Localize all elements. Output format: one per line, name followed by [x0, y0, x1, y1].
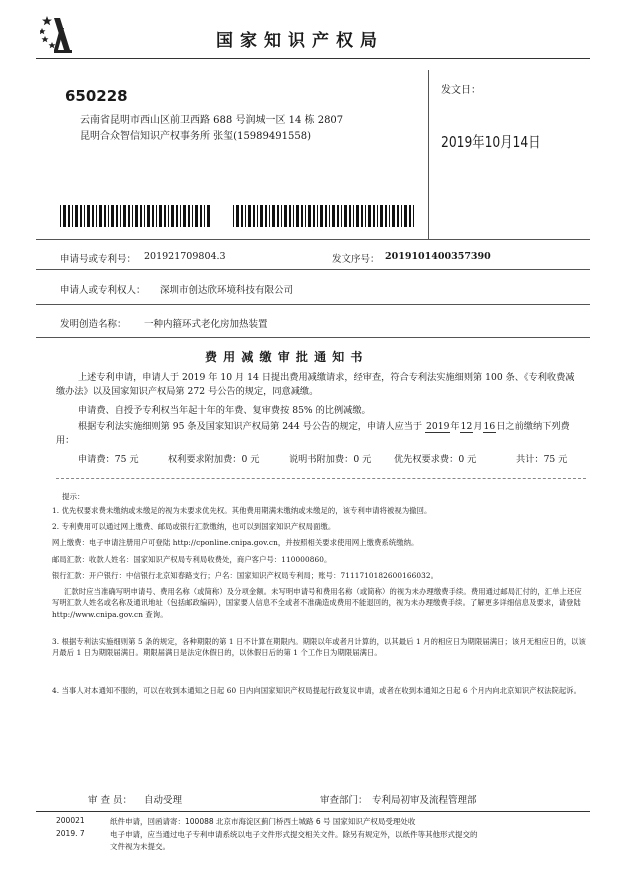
barcode-bar	[332, 205, 335, 227]
barcode-bar	[281, 205, 282, 227]
tip-item-6: 汇款时应当准确写明申请号、费用名称（或简称）及分项金额。未写明申请号和费用名称（或简称）的视为未办理缴费手续。费用通过邮局汇付的，汇单上还应写明汇款人姓名或名称及通讯地址（包括邮政编码），国家要人信息不全或者不准确造成费用不能退回的，视为未办理缴费手续。了解更多详细信息及要求，请登陆 http://www.cnipa.gov.cn 查询。	[52, 587, 582, 619]
fee-description	[289, 453, 371, 467]
barcode-bar	[156, 205, 157, 227]
barcode-bar	[269, 205, 270, 227]
footer-code-1: 200021	[56, 816, 85, 825]
barcode-bar	[392, 205, 395, 227]
barcode-bar	[132, 205, 133, 227]
barcode-bar	[397, 205, 399, 227]
footer-line-2a: 电子申请，应当通过电子专利申请系统以电子文件形式提交相关文件。除另有规定外，以纸件等其他形式提交的	[110, 830, 478, 839]
barcode-bar	[204, 205, 205, 227]
barcode-bar	[248, 205, 251, 227]
barcode-bar	[409, 205, 411, 227]
barcode-bar	[140, 205, 142, 227]
barcode-bar	[195, 205, 198, 227]
barcode-bar	[413, 205, 414, 227]
agency-line: 昆明合众智信知识产权事务所 张玺(15989491558)	[80, 131, 311, 142]
fee-value: 0 元	[458, 454, 477, 465]
month-unit: 月	[473, 421, 483, 432]
reviewer-value: 自动受理	[144, 795, 183, 806]
fee-label: 优先权要求费：	[394, 454, 459, 465]
barcode-bar	[159, 205, 162, 227]
barcode-bar	[308, 205, 311, 227]
barcode-bar	[120, 205, 121, 227]
notice-title: 费 用 减 缴 审 批 通 知 书	[205, 350, 364, 364]
barcode-bar	[373, 205, 375, 227]
notice-paragraph-1-text: 上述专利申请，申请人于 2019 年 10 月 14 日提出费用减缴请求，经审查，符合专利法实施细则第 100 条、《专利收费减缴办法》以及国家知识产权局第 272 号公告的规定，同意减缴。	[56, 372, 575, 397]
barcode-bar	[257, 205, 258, 227]
notice-paragraph-1	[56, 371, 581, 399]
barcode-bar	[108, 205, 109, 227]
tip-item-2: 2. 专利费用可以通过网上缴费、邮局或银行汇款缴纳，也可以到国家知识产权局面缴。	[52, 522, 336, 531]
barcode-bar	[60, 205, 61, 227]
barcode-bar	[349, 205, 351, 227]
barcode-bar	[389, 205, 390, 227]
barcode-bar	[96, 205, 97, 227]
reviewer-label: 审 查 员：	[88, 795, 133, 806]
tip-item-4: 邮局汇款：收款人姓名：国家知识产权局专利局收费处，商户客户号：110000860。	[52, 555, 332, 564]
deadline-year: 2019	[426, 421, 450, 432]
barcode-bar	[301, 205, 303, 227]
barcode-bar	[111, 205, 114, 227]
app-no-label: 申请号或专利号：	[60, 254, 137, 265]
barcode-bar	[401, 205, 402, 227]
footer-line-1: 纸件申请，回函请寄：100088 北京市海淀区蓟门桥西土城路 6 号 国家知识产权局受理处收	[110, 817, 416, 826]
fee-value: 75 元	[543, 454, 568, 465]
row-rule-4	[36, 337, 590, 338]
barcode-bar	[207, 205, 210, 227]
barcode-bar	[385, 205, 387, 227]
barcode-bar	[284, 205, 287, 227]
barcode-bar	[164, 205, 166, 227]
applicant-value: 深圳市创达欣环境科技有限公司	[160, 285, 294, 296]
barcode-bar	[87, 205, 90, 227]
barcode-bar	[180, 205, 181, 227]
barcode-bar	[123, 205, 126, 227]
barcode-bar	[168, 205, 169, 227]
barcode-bar	[241, 205, 243, 227]
barcode-bar	[128, 205, 130, 227]
dept-value: 专利局初审及流程管理部	[372, 795, 477, 806]
barcode-bar	[260, 205, 263, 227]
barcode-bar	[245, 205, 246, 227]
tips-rule	[56, 478, 586, 479]
barcode-bar	[356, 205, 359, 227]
barcode-bar	[192, 205, 193, 227]
tip-item-3: 网上缴费：电子申请注册用户可登陆 http://cponline.cnipa.gov.cn，并按照相关要求使用网上缴费系统缴纳。	[52, 538, 419, 547]
barcode-bar	[253, 205, 255, 227]
address-line: 云南省昆明市西山区前卫西路 688 号润城一区 14 栋 2807	[80, 115, 344, 126]
barcode-bar	[329, 205, 330, 227]
barcode-bar	[152, 205, 154, 227]
barcode-bar	[305, 205, 306, 227]
notice-paragraph-2	[56, 404, 581, 418]
barcode-right	[233, 205, 418, 227]
barcode-bar	[341, 205, 342, 227]
year-unit: 年	[450, 421, 460, 432]
tip-item-8: 4. 当事人对本通知不服的，可以在收到本通知之日起 60 日内向国家知识产权局提起行政复议申请，或者在收到本通知之日起 6 个月内向北京知识产权法院起诉。	[52, 686, 582, 695]
tips-heading: 提示：	[62, 492, 85, 501]
national-emblem-icon	[40, 14, 74, 54]
barcode-bar	[293, 205, 294, 227]
applicant-label: 申请人或专利权人：	[60, 285, 146, 296]
app-no-value: 201921709804.3	[144, 251, 226, 262]
notice-paragraph-3-pre: 根据专利法实施细则第 95 条及国家知识产权局第 244 号公告的规定，申请人应当于	[78, 421, 423, 432]
row-rule-2	[36, 269, 590, 270]
barcode-bar	[353, 205, 354, 227]
barcode-bar	[92, 205, 94, 227]
invention-value: 一种内箍环式老化房加热装置	[144, 319, 268, 330]
barcode-bar	[200, 205, 202, 227]
deadline-day: 16	[483, 421, 496, 432]
doc-no-label: 发文序号：	[332, 254, 380, 265]
barcode-bar	[272, 205, 275, 227]
fee-value: 0 元	[353, 454, 372, 465]
barcode-bar	[171, 205, 174, 227]
tip-item-5: 银行汇款：开户银行：中信银行北京知春路支行；户名：国家知识产权局专利局；账号：7111710182600166032。	[52, 571, 438, 580]
doc-no-value: 2019101400357390	[385, 251, 491, 262]
barcode-bar	[320, 205, 323, 227]
barcode-bar	[296, 205, 299, 227]
invention-label: 发明创造名称：	[60, 319, 127, 330]
barcode-bar	[236, 205, 239, 227]
barcode-bar	[380, 205, 383, 227]
barcode-bar	[265, 205, 267, 227]
barcode-bar	[188, 205, 190, 227]
fee-value: 75 元	[114, 454, 139, 465]
barcode-bar	[233, 205, 234, 227]
barcode-bar	[344, 205, 347, 227]
office-name: 国家知识产权局	[216, 31, 384, 51]
barcode-bar	[377, 205, 378, 227]
barcode-bar	[404, 205, 407, 227]
barcode-bar	[365, 205, 366, 227]
barcode-bar	[80, 205, 82, 227]
notice-paragraph-2-text: 申请费、自授予专利权当年起十年的年费、复审费按 85% 的比例减缴。	[78, 405, 371, 416]
barcode-bar	[84, 205, 85, 227]
dispatch-label: 发文日：	[441, 85, 481, 96]
barcode-bar	[63, 205, 66, 227]
postcode: 650228	[65, 87, 128, 105]
barcode-bar	[99, 205, 102, 227]
tip-item-1: 1. 优先权要求费未缴纳或未缴足的视为未要求优先权。其他费用期满未缴纳或未缴足的，该专利申请将被视为撤回。	[52, 506, 432, 515]
barcode-bar	[176, 205, 178, 227]
fee-label: 说明书附加费：	[289, 454, 354, 465]
barcode-bar	[277, 205, 279, 227]
row-rule-1	[36, 239, 590, 240]
fee-label: 申请费：	[78, 454, 115, 465]
tip-item-7: 3. 根据专利法实施细则第 5 条的规定，各种期限的第 1 日不计算在期限内。期限以年或者月计算的，以其最后 1 月的相应日为期限届满日；该月无相应日的，以该月最后 1 日为期限届满日。期限届满日是法定休假日的，以休假日后的第 1 个工作日为期限届满日。	[52, 637, 586, 658]
barcode-bar	[75, 205, 78, 227]
footer-code-2: 2019. 7	[56, 829, 85, 838]
day-unit: 日	[496, 421, 506, 432]
barcode-bar	[68, 205, 70, 227]
barcode-bar	[183, 205, 186, 227]
fee-claims	[168, 453, 259, 467]
fee-total	[516, 453, 567, 467]
fee-application	[78, 453, 139, 467]
notice-paragraph-3-post: 之前缴纳下列费用：	[56, 421, 570, 446]
dispatch-date: 2019年10月14日	[441, 133, 541, 151]
fee-value: 0 元	[241, 454, 260, 465]
dispatch-box-divider	[428, 70, 429, 239]
barcode-bar	[72, 205, 73, 227]
fee-priority	[394, 453, 476, 467]
barcode-bar	[289, 205, 291, 227]
fee-label: 共计：	[516, 454, 544, 465]
footer-line-2b: 文件视为未提交。	[110, 842, 170, 851]
barcode-bar	[104, 205, 106, 227]
barcode-bar	[116, 205, 118, 227]
barcode-bar	[361, 205, 363, 227]
header-rule	[36, 58, 590, 59]
barcode-bar	[313, 205, 315, 227]
barcode-bar	[368, 205, 371, 227]
barcode-bar	[135, 205, 138, 227]
dept-label: 审查部门：	[320, 795, 368, 806]
barcode-bar	[337, 205, 339, 227]
row-rule-3	[36, 304, 590, 305]
barcode-bar	[144, 205, 145, 227]
deadline-month: 12	[460, 421, 473, 432]
barcode-left	[60, 205, 215, 227]
barcode-bar	[317, 205, 318, 227]
notice-paragraph-3	[56, 420, 581, 448]
barcode-bar	[325, 205, 327, 227]
footer-rule	[36, 811, 590, 812]
fee-label: 权利要求附加费：	[168, 454, 242, 465]
barcode-bar	[147, 205, 150, 227]
